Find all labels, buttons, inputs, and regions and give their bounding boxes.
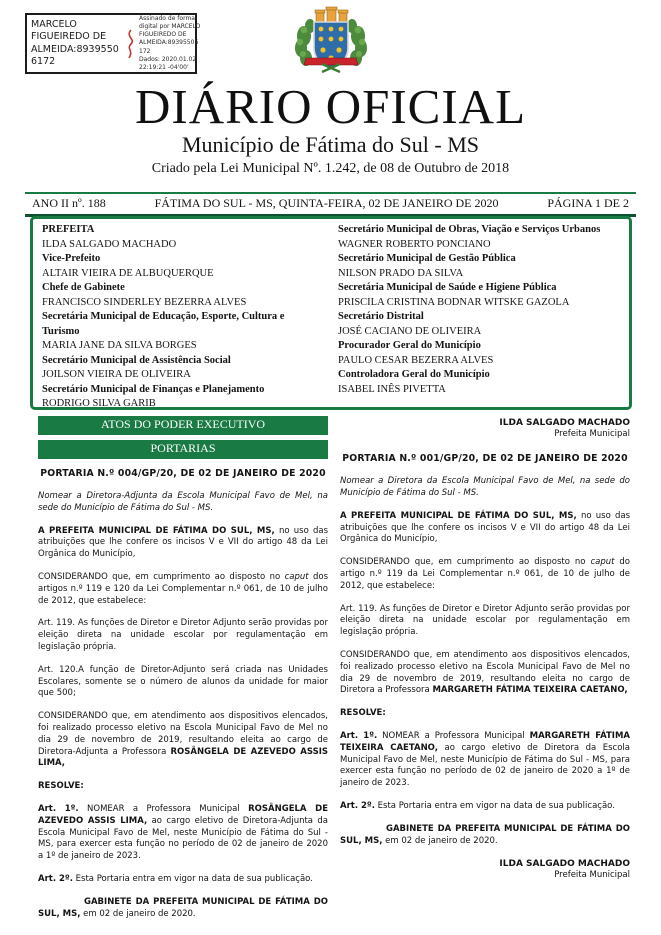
signatory-role: Prefeita Municipal <box>554 870 630 881</box>
municipal-coat-of-arms-icon <box>292 6 370 85</box>
portaria-paragraph <box>340 824 630 848</box>
body-left-column <box>38 416 328 935</box>
official-name: RODRIGO SILVA GARIB <box>42 398 156 409</box>
officials-left-column <box>42 223 324 410</box>
portaria-paragraph <box>340 731 630 790</box>
portaria-paragraph <box>38 526 328 561</box>
official-entry <box>42 252 324 281</box>
official-title: Secretário Distrital <box>338 311 424 322</box>
text-run: CONSIDERANDO que, em atendimento aos dispositivos elencados, foi realizado processo eletivo na Escola Municipal Favo de Mel no dia 29 de novembro de 2019, resultando eleita ao cargo de Diretora-Adjunta a Professora <box>38 711 328 757</box>
digital-signature-stamp <box>25 13 201 74</box>
official-name: ALTAIR VIEIRA DE ALBUQUERQUE <box>42 267 214 279</box>
text-run: no uso das atribuições que lhe confere os incisos V e VII do artigo 48 da Lei Orgânica do Município, <box>340 510 630 545</box>
text-run: ao cargo eletivo de Diretora da Escola Municipal Favo de Mel, neste Município de Fátima do Sul - MS, para exercer esta função no período de 02 de janeiro de 2020 a 1º de janeiro de 2023. <box>340 742 630 789</box>
official-title: Secretário Municipal de Assistência Social <box>42 354 231 366</box>
portaria-paragraph <box>340 604 630 639</box>
official-name: ILDA SALGADO MACHADO <box>42 238 177 250</box>
portaria-paragraph <box>340 511 630 546</box>
masthead <box>0 79 661 177</box>
official-name: ISABEL INÊS PIVETTA <box>338 383 446 395</box>
portaria-paragraph <box>340 650 630 697</box>
page-indicator: PÁGINA 1 DE 2 <box>547 196 629 210</box>
portaria-paragraph <box>38 572 328 607</box>
official-name: JOSÉ CACIANO DE OLIVEIRA <box>338 325 482 337</box>
signatory-name: ILDA SALGADO MACHADO <box>499 418 630 428</box>
official-title: Secretário Municipal de Gestão Pública <box>338 253 516 264</box>
gazette-creation-law: Criado pela Lei Municipal Nº. 1.242, de 08 de Outubro de 2018 <box>151 161 510 177</box>
section-banner: ATOS DO PODER EXECUTIVO <box>38 416 328 435</box>
text-run: Art. 2º. <box>340 800 375 811</box>
portaria-paragraph <box>340 476 630 500</box>
official-name: WAGNER ROBERTO PONCIANO <box>338 238 491 250</box>
portaria-paragraph <box>38 897 328 921</box>
official-title: Secretário Municipal de Obras, Viação e Serviços Urbanos <box>338 224 601 235</box>
portaria-paragraph <box>340 801 630 813</box>
text-run: GABINETE DA PREFEITA MUNICIPAL DE FÁTIMA DO SUL, MS, <box>38 896 328 919</box>
official-entry <box>42 354 324 383</box>
official-entry <box>338 310 620 339</box>
text-run: Nomear a Diretora da Escola Municipal Favo de Mel, na sede do Município de Fátima do Sul - MS. <box>340 476 630 498</box>
portaria-paragraph <box>38 711 328 770</box>
official-title: Procurador Geral do Município <box>338 340 481 351</box>
official-title: Chefe de Gabinete <box>42 282 125 293</box>
text-run: Esta Portaria entra em vigor na data de sua publicação. <box>374 800 615 811</box>
text-run: A PREFEITA MUNICIPAL DE FÁTIMA DO SUL, MS, <box>340 510 577 521</box>
text-run: Art. 119. As funções de Diretor e Diretor Adjunto serão providas por eleição direta na unidade escolar por regulamentação em legislação própria. <box>38 618 328 652</box>
official-name: MARIA JANE DA SILVA BORGES <box>42 340 197 351</box>
signatory-role: Prefeita Municipal <box>554 429 630 440</box>
official-entry <box>338 281 620 310</box>
official-entry <box>42 281 324 310</box>
portaria-paragraph <box>38 491 328 515</box>
edition-number: ANO II nº. 188 <box>32 196 106 210</box>
signature-block <box>340 858 630 881</box>
text-run: Art. 1º. <box>340 730 378 741</box>
official-title: Secretário Municipal de Finanças e Planejamento <box>42 383 265 395</box>
signature-details-line2: Dados: 2020.01.02 22:19:21 -04'00' <box>139 55 197 71</box>
official-entry <box>42 310 324 354</box>
text-run: ROSÂNGELA DE AZEVEDO ASSIS LIMA, <box>38 803 328 826</box>
officials-right-column <box>338 223 620 410</box>
text-run: Art. 119. As funções de Diretor e Diretor Adjunto serão providas por eleição direta na unidade escolar por regulamentação em legislação própria. <box>340 603 630 638</box>
signatory-name: ILDA SALGADO MACHADO <box>499 859 630 870</box>
signature-block <box>340 417 630 440</box>
date-line: FÁTIMA DO SUL - MS, QUINTA-FEIRA, 02 DE JANEIRO DE 2020 <box>154 196 499 210</box>
text-run: RESOLVE: <box>38 781 84 792</box>
official-name: JOILSON VIEIRA DE OLIVEIRA <box>42 369 191 380</box>
portaria-paragraph <box>38 874 328 886</box>
text-run: caput <box>590 557 615 568</box>
official-entry <box>338 368 620 397</box>
body-right-column <box>340 416 630 935</box>
official-name: FRANCISCO SINDERLEY BEZERRA ALVES <box>42 296 247 308</box>
text-run: no uso das atribuições que lhe confere os incisos V e VII do artigo 48 da Lei Orgânica do Município, <box>38 525 329 560</box>
info-bar <box>25 192 636 217</box>
official-entry <box>338 223 620 252</box>
text-run: Esta Portaria entra em vigor na data de sua publicação. <box>72 873 313 884</box>
portaria-paragraph <box>340 708 630 720</box>
official-entry <box>42 223 324 252</box>
portaria-paragraph <box>38 618 328 653</box>
text-run: Art. 2º. <box>38 873 73 884</box>
portaria-paragraph <box>38 665 328 700</box>
text-run: Nomear a Diretora-Adjunta da Escola Municipal Favo de Mel, na sede do Município de Fátima do Sul - MS. <box>38 491 328 513</box>
gazette-subtitle: Município de Fátima do Sul - MS <box>182 131 479 157</box>
official-name: NILSON PRADO DA SILVA <box>338 267 464 279</box>
official-title: Secretária Municipal de Saúde e Higiene Pública <box>338 282 557 293</box>
official-entry <box>42 383 324 411</box>
official-title: Secretária Municipal de Educação, Esporte, Cultura e Turismo <box>42 311 285 337</box>
official-title: Vice-Prefeito <box>42 253 101 264</box>
official-title: Controladora Geral do Município <box>338 369 490 380</box>
text-run: RESOLVE: <box>340 708 386 719</box>
text-run: caput <box>284 571 309 582</box>
signature-details-line1: Assinado de forma digital por MARCELO FIGUEIREDO DE ALMEIDA:89395506172 <box>139 15 201 55</box>
text-run: MARGARETH FÁTIMA TEIXEIRA CAETANO, <box>340 730 630 753</box>
signature-details <box>139 15 201 72</box>
text-run: Art. 1º. <box>38 803 79 814</box>
text-run: NOMEAR a Professora Municipal <box>377 730 530 741</box>
gazette-title: DIÁRIO OFICIAL <box>135 79 526 134</box>
text-run: ROSÂNGELA DE AZEVEDO ASSIS LIMA, <box>38 746 328 769</box>
portaria-heading: PORTARIA N.º 004/GP/20, DE 02 DE JANEIRO DE 2020 <box>40 468 326 479</box>
portaria-paragraph <box>340 557 630 592</box>
portaria-paragraph <box>38 804 328 863</box>
portaria-heading: PORTARIA N.º 001/GP/20, DE 02 DE JANEIRO DE 2020 <box>342 453 628 465</box>
text-run: CONSIDERANDO que, em cumprimento ao disposto no <box>340 557 591 568</box>
text-run: MARGARETH FÁTIMA TEIXEIRA CAETANO, <box>432 685 628 696</box>
text-run: GABINETE DA PREFEITA MUNICIPAL DE FÁTIMA DO SUL, MS, <box>340 823 630 846</box>
text-run: dos artigos n.º 119 e 120 da Lei Complementar n.º 061, de 10 de julho de 2012, que estabelece: <box>38 571 329 606</box>
official-name: PAULO CESAR BEZERRA ALVES <box>338 354 494 366</box>
signer-name: MARCELO FIGUEIREDO DE ALMEIDA:89395506172 <box>31 18 119 67</box>
official-entry <box>338 252 620 281</box>
section-banner: PORTARIAS <box>38 440 328 459</box>
official-name: PRISCILA CRISTINA BODNAR WITSKE GAZOLA <box>338 296 570 308</box>
text-run: do artigo n.º 119 da Lei Complementar n.º 061, de 10 de julho de 2012, que estabelece: <box>340 557 630 591</box>
text-run: Art. 120.A função de Diretor-Adjunto será criada nas Unidades Escolares, somente se o número de alunos da unidade for maior que 500; <box>38 664 328 699</box>
portaria-paragraph <box>38 781 328 793</box>
text-run: CONSIDERANDO que, em cumprimento ao disposto no <box>38 571 285 582</box>
text-run: CONSIDERANDO que, em atendimento aos dispositivos elencados, foi realizado processo eletivo na Escola Municipal Favo de Mel no dia 29 de novembro de 2019, resultando eleita no cargo de Diretora a Professora <box>340 649 630 696</box>
officials-box <box>30 216 632 410</box>
signature-squiggle-icon <box>123 28 137 60</box>
text-run: ao cargo eletivo de Diretora-Adjunta da Escola Municipal Favo de Mel, neste Município de Fátima do Sul - MS, para exercer esta função no período de 02 de janeiro de 2020 a 1º de janeiro de 2023. <box>38 815 328 862</box>
text-run: em 02 de janeiro de 2020. <box>382 835 498 846</box>
official-entry <box>338 339 620 368</box>
text-run: em 02 de janeiro de 2020. <box>80 908 196 919</box>
text-run: NOMEAR a Professora Municipal <box>78 803 249 814</box>
text-run: A PREFEITA MUNICIPAL DE FÁTIMA DO SUL, MS, <box>38 525 275 536</box>
official-title: PREFEITA <box>42 224 95 235</box>
gazette-body <box>38 416 630 935</box>
